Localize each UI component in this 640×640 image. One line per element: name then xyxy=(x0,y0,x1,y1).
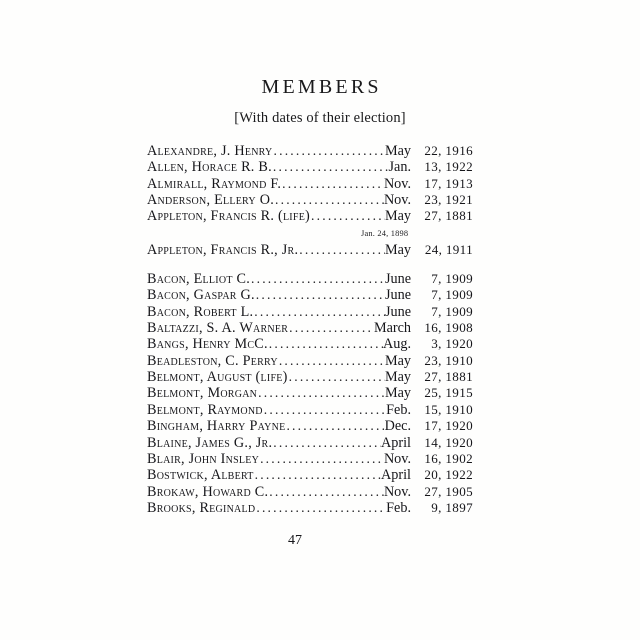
member-name: Beadleston, C. Perry xyxy=(147,352,278,369)
election-date: 15, 1910 xyxy=(424,401,473,417)
election-date: 22, 1916 xyxy=(424,143,473,158)
election-date: 25, 1915 xyxy=(424,385,473,401)
member-name: Belmont, Raymond xyxy=(147,401,263,418)
member-name: Belmont, Morgan xyxy=(147,385,258,402)
election-month: May xyxy=(384,208,411,225)
member-entry-row xyxy=(147,451,473,467)
election-date: 16, 1908 xyxy=(424,320,473,336)
member-entry-row xyxy=(147,176,473,192)
member-entry-row xyxy=(147,271,473,287)
election-month: Nov. xyxy=(383,175,411,192)
election-month: May xyxy=(384,241,411,258)
election-month: May xyxy=(384,143,411,159)
dot-leader xyxy=(254,305,385,319)
election-month: Dec. xyxy=(384,418,411,435)
election-month: May xyxy=(384,352,411,369)
election-date: 3, 1920 xyxy=(431,336,473,352)
dot-leader xyxy=(258,386,385,400)
election-month: Jan. xyxy=(388,159,411,176)
member-name: Bacon, Gaspar G. xyxy=(147,287,255,304)
dot-leader xyxy=(279,354,385,368)
member-entry-row xyxy=(147,467,473,483)
election-date: 27, 1881 xyxy=(424,369,473,385)
dot-leader xyxy=(251,272,385,286)
election-month: April xyxy=(381,467,411,484)
member-entry-row xyxy=(147,336,473,352)
election-month: May xyxy=(384,369,411,386)
page-title: MEMBERS xyxy=(261,76,382,98)
entry-annotation: Jan. 24, 1898 xyxy=(361,229,409,239)
dot-leader xyxy=(273,160,389,174)
election-month: March xyxy=(373,320,411,337)
election-month: June xyxy=(384,271,411,288)
dot-leader xyxy=(289,321,374,335)
member-entry-row xyxy=(147,484,473,500)
dot-leader xyxy=(273,436,381,450)
election-month: Nov. xyxy=(383,483,411,500)
member-entry-row xyxy=(147,229,473,258)
election-date: 13, 1922 xyxy=(424,159,473,175)
election-date: 23, 1910 xyxy=(424,352,473,368)
member-name: Bangs, Henry McC. xyxy=(147,336,268,353)
dot-leader xyxy=(269,337,383,351)
member-name: Alexandre, J. Henry xyxy=(147,143,273,159)
member-name: Allen, Horace R. B. xyxy=(147,159,272,176)
dot-leader xyxy=(282,177,384,191)
member-entry-row xyxy=(147,320,473,336)
election-date: 7, 1909 xyxy=(431,271,473,287)
page-number: 47 xyxy=(288,533,302,548)
election-month: June xyxy=(384,303,411,320)
election-month: Nov. xyxy=(383,192,411,209)
member-name: Bacon, Elliot C. xyxy=(147,271,250,288)
dot-leader xyxy=(256,288,385,302)
election-date: 17, 1913 xyxy=(424,175,473,191)
member-entry-row xyxy=(147,369,473,385)
election-date: 24, 1911 xyxy=(424,241,473,257)
dot-leader xyxy=(275,193,384,207)
member-entry-list xyxy=(147,143,473,516)
member-entry-row xyxy=(147,159,473,175)
dot-leader xyxy=(264,403,386,417)
election-date: 17, 1920 xyxy=(424,418,473,434)
election-date: 7, 1909 xyxy=(431,287,473,303)
election-month: May xyxy=(384,385,411,402)
member-name: Appleton, Francis R. (life) xyxy=(147,208,311,225)
member-name: Belmont, August (life) xyxy=(147,369,288,386)
member-name: Blaine, James G., Jr. xyxy=(147,434,273,451)
dot-leader xyxy=(286,419,384,433)
election-date: 27, 1905 xyxy=(424,483,473,499)
member-entry-row xyxy=(147,287,473,303)
member-entry-row xyxy=(147,353,473,369)
election-month: June xyxy=(384,287,411,304)
member-entry-row xyxy=(147,418,473,434)
election-month: April xyxy=(381,434,411,451)
dot-leader xyxy=(256,501,386,515)
page-subtitle: [With dates of their election] xyxy=(234,110,406,126)
member-name: Bacon, Robert L. xyxy=(147,303,254,320)
member-entry-row xyxy=(147,500,473,516)
member-name: Brooks, Reginald xyxy=(147,499,256,516)
election-date: 16, 1902 xyxy=(424,450,473,466)
dot-leader xyxy=(260,452,384,466)
member-entry-row xyxy=(147,143,473,159)
member-name: Baltazzi, S. A. Warner xyxy=(147,320,289,337)
dot-leader xyxy=(299,243,385,257)
election-date: 23, 1921 xyxy=(424,192,473,208)
member-entry-row xyxy=(147,402,473,418)
election-date: 20, 1922 xyxy=(424,467,473,483)
member-entry-row xyxy=(147,385,473,401)
dot-leader xyxy=(274,144,385,158)
member-name: Bingham, Harry Payne xyxy=(147,418,286,435)
election-date: 27, 1881 xyxy=(424,208,473,224)
member-name: Bostwick, Albert xyxy=(147,467,254,484)
election-month: Aug. xyxy=(383,336,411,353)
election-month: Feb. xyxy=(386,499,411,516)
member-entry-row xyxy=(147,304,473,320)
dot-leader xyxy=(289,370,385,384)
member-name: Appleton, Francis R., Jr. xyxy=(147,241,299,258)
election-month: Nov. xyxy=(383,450,411,467)
dot-leader xyxy=(311,209,385,223)
member-entry-row xyxy=(147,192,473,208)
election-date: 14, 1920 xyxy=(424,434,473,450)
election-date: 7, 1909 xyxy=(431,303,473,319)
election-month: Feb. xyxy=(386,401,411,418)
member-name: Brokaw, Howard C. xyxy=(147,483,269,500)
member-name: Almirall, Raymond F. xyxy=(147,175,282,192)
member-entry-row xyxy=(147,435,473,451)
member-name: Blair, John Insley xyxy=(147,450,260,467)
member-name: Anderson, Ellery O. xyxy=(147,192,274,209)
dot-leader xyxy=(269,485,384,499)
dot-leader xyxy=(255,468,381,482)
election-date: 9, 1897 xyxy=(431,499,473,515)
member-entry-row xyxy=(147,208,473,224)
